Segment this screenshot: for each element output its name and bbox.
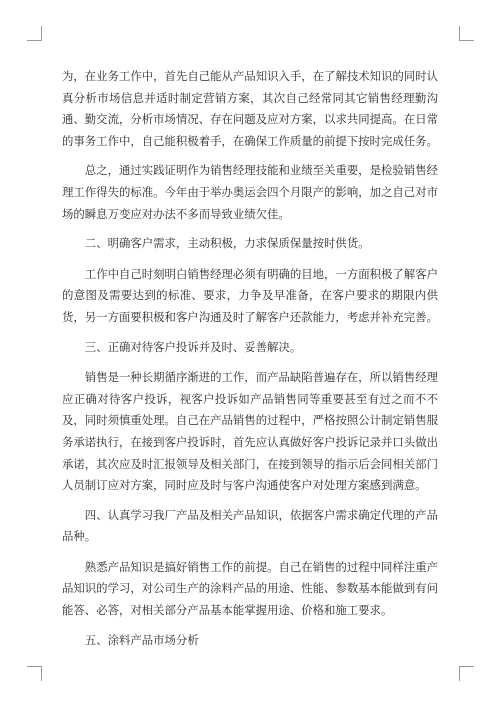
section-heading-5: 五、涂料产品市场分析 — [84, 632, 199, 647]
paragraph-summary: 总之，通过实践证明作为销售经理技能和业绩至关重要，是检验销售经理工作得失的标准。今年由于举办奥运会四个月限产的影响，加之自己对市场的瞬息万变应对办法不多而导致业绩欠佳。 — [62, 163, 438, 221]
section-heading-2: 二、明确客户需求，主动积极，力求保质保量按时供货。 — [84, 236, 370, 251]
paragraph-continuation: 为，在业务工作中，首先自己能从产品知识入手，在了解技术知识的同时认真分析市场信息并适时制定营销方案，其次自己经常同其它销售经理勤沟通、勤交流，分析市场情况、存在问题及应对方案，以求共同提高。在日常的事务工作中，自己能积极着手，在确保工作质量的前提下按时完成任务。 — [62, 69, 438, 148]
crop-mark-top-right — [459, 26, 474, 41]
paragraph-section-2: 工作中自己时刻明白销售经理必须有明确的目地，一方面积极了解客户的意图及需要达到的标准、要求，力争及早准备，在客户要求的期限内供货，另一方面要积极和客户沟通及时了解客户还款能力，考虑并补充完善。 — [62, 266, 438, 324]
section-heading-4: 四、认真学习我厂产品及相关产品知识，依据客户需求确定代理的产品品种。 — [62, 507, 438, 544]
crop-mark-bottom-left — [27, 666, 42, 681]
document-body — [62, 66, 438, 660]
paragraph-section-3: 销售是一种长期循序渐进的工作，而产品缺陷普遍存在，所以销售经理应正确对待客户投诉，视客户投诉如产品销售同等重要甚至有过之而不不及，同时须慎重处理。自己在产品销售的过程中，严格按照公计制定销售服务承诺执行，在接到客户投诉时，首先应认真做好客户投诉记录并口头做出承诺，其次应及时汇报领导及相关部门，在接到领导的指示后会同相关部门人员制订应对方案，同时应及时与客户沟通使客户对处理方案感到满意。 — [62, 370, 438, 493]
crop-mark-bottom-right — [459, 666, 474, 681]
section-heading-3: 三、正确对待客户投诉并及时、妥善解决。 — [84, 339, 302, 354]
paragraph-section-4: 熟悉产品知识是搞好销售工作的前提。自己在销售的过程中同样注重产品知识的学习，对公司生产的涂料产品的用途、性能、参数基本能做到有问能答、必答，对相关部分产品基本能掌握用途、价格和施工要求。 — [62, 559, 438, 618]
crop-mark-top-left — [27, 26, 42, 41]
